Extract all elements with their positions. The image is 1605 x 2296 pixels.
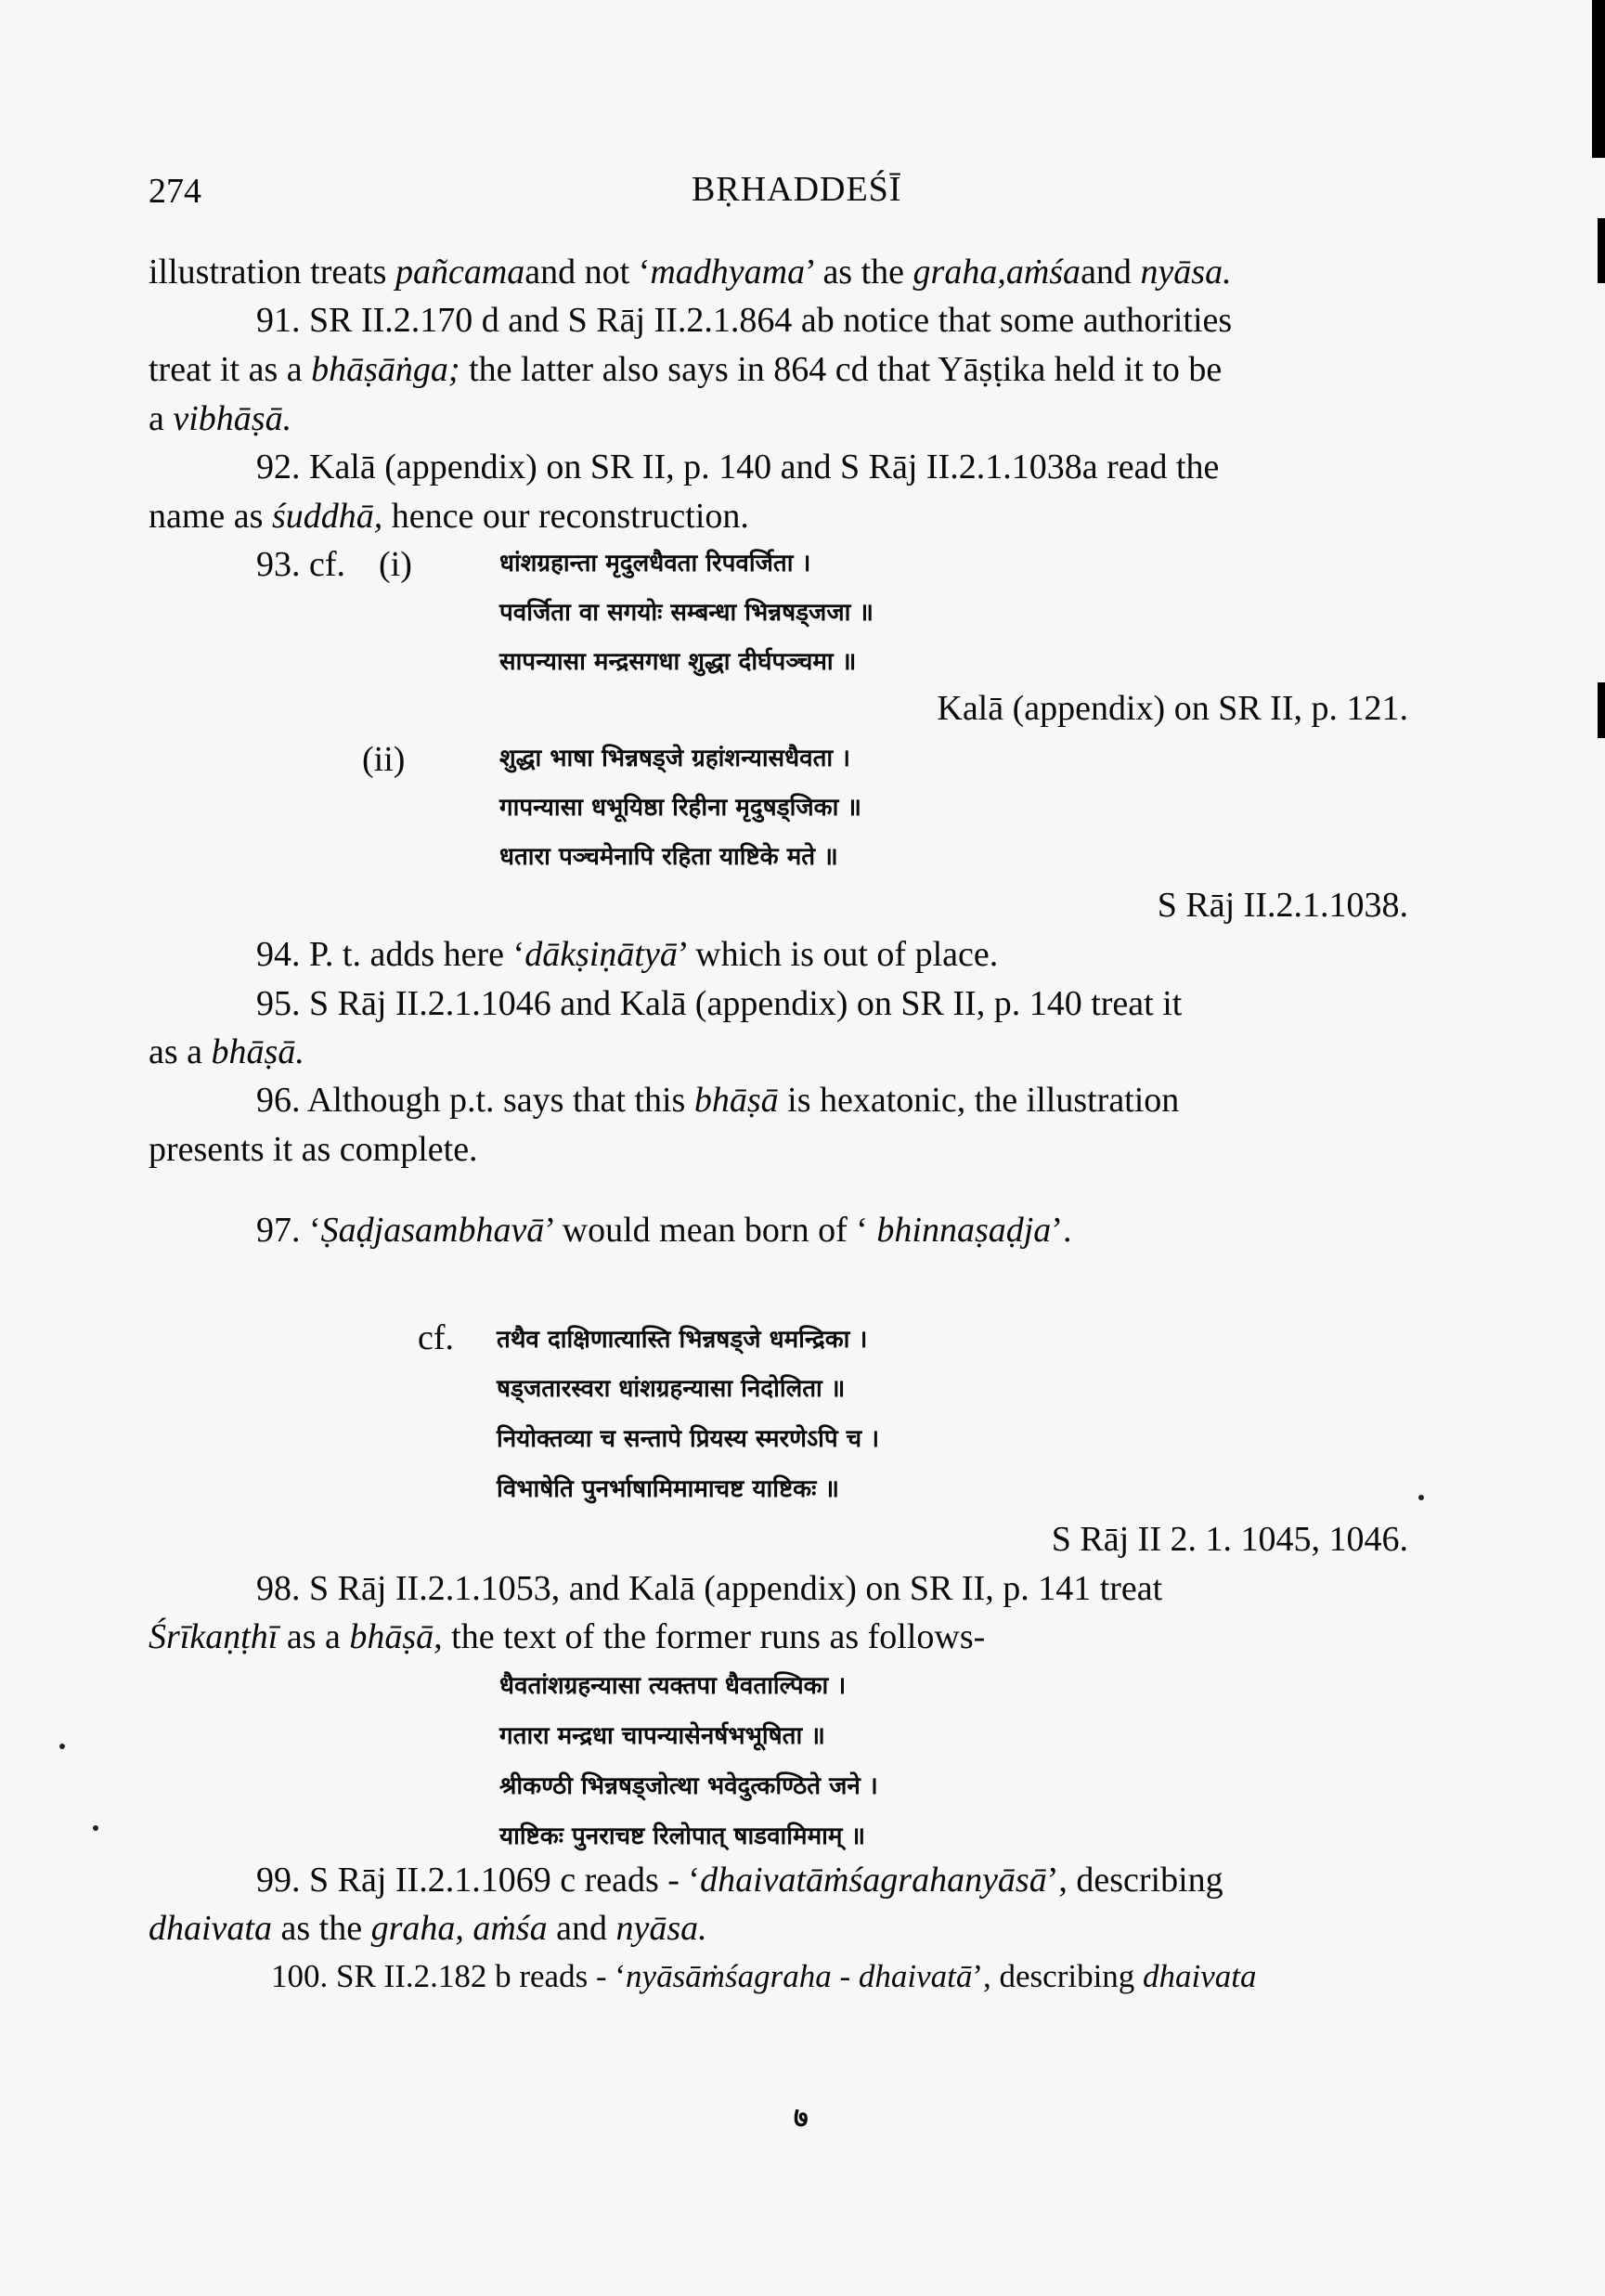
note-95-line-1: 95. S Rāj II.2.1.1046 and Kalā (appendix) on SR II, p. 140 treat it bbox=[256, 984, 1183, 1023]
note-93-sub-i-label: (i) bbox=[379, 545, 412, 584]
note-96-line-2: presents it as complete. bbox=[149, 1130, 478, 1169]
scan-speck bbox=[1418, 1495, 1424, 1500]
scan-speck bbox=[59, 1744, 65, 1749]
sanskrit-verse: धतारा पञ्चमेनापि रहिता याष्टिके मते ॥ bbox=[499, 843, 838, 871]
page-number: 274 bbox=[149, 172, 201, 211]
note-93-sub-ii-label: (ii) bbox=[362, 740, 406, 779]
note-93-label: 93. cf. bbox=[256, 545, 346, 584]
scan-edge-tick bbox=[1598, 218, 1605, 283]
note-97-line-1: 97. ‘Ṣaḍjasambhavā’ would mean born of ‘ bhinnaṣaḍja’. bbox=[256, 1211, 1072, 1250]
note-92-line-2: name as śuddhā, hence our reconstruction. bbox=[149, 497, 749, 536]
scan-edge-shadow bbox=[1592, 0, 1605, 158]
running-title: BṚHADDEŚĪ bbox=[692, 170, 902, 209]
sanskrit-verse: विभाषेति पुनर्भाषामिमामाचष्ट याष्टिकः ॥ bbox=[497, 1475, 839, 1503]
note-93-sub-i-source: Kalā (appendix) on SR II, p. 121. bbox=[937, 689, 1408, 728]
sanskrit-verse: शुद्धा भाषा भिन्नषड्जे ग्रहांशन्यासधैवता । bbox=[499, 745, 851, 772]
sanskrit-verse: तथैव दाक्षिणात्यास्ति भिन्नषड्जे धमन्द्रिका । bbox=[497, 1326, 868, 1354]
note-99-line-1: 99. S Rāj II.2.1.1069 c reads - ‘dhaivatāṁśagrahanyāsā’, describing bbox=[256, 1861, 1223, 1900]
scan-speck bbox=[93, 1825, 98, 1831]
note-99-line-2: dhaivata as the graha, aṁśa and nyāsa. bbox=[149, 1909, 707, 1948]
sanskrit-verse: गापन्यासा धभूयिष्ठा रिहीना मृदुषड्जिका ॥ bbox=[499, 794, 861, 822]
sanskrit-verse: धांशग्रहान्ता मृदुलधैवता रिपवर्जिता । bbox=[499, 550, 811, 577]
note-92-line-1: 92. Kalā (appendix) on SR II, p. 140 and S Rāj II.2.1.1038a read the bbox=[256, 448, 1220, 486]
sanskrit-verse: याष्टिकः पुनराचष्ट रिलोपात् षाडवामिमाम् ॥ bbox=[499, 1823, 866, 1850]
note-91-line-3: a vibhāṣā. bbox=[149, 399, 292, 438]
sanskrit-verse: श्रीकण्ठी भिन्नषड्जोत्था भवेदुत्कण्ठिते जने । bbox=[499, 1772, 878, 1800]
note-91-line-1: 91. SR II.2.170 d and S Rāj II.2.1.864 ab notice that some authorities bbox=[256, 301, 1233, 340]
paragraph-continuation: illustration treats pañcamaand not ‘madhyama’ as the graha,aṁśaand nyāsa. bbox=[149, 253, 1232, 292]
note-93-sub-ii-source: S Rāj II.2.1.1038. bbox=[1157, 886, 1408, 925]
sanskrit-verse: गतारा मन्द्रधा चापन्यासेनर्षभभूषिता ॥ bbox=[499, 1722, 825, 1750]
note-97-source: S Rāj II 2. 1. 1045, 1046. bbox=[1051, 1520, 1408, 1559]
sanskrit-verse: धैवतांशग्रहन्यासा त्यक्तपा धैवताल्पिका । bbox=[499, 1672, 847, 1700]
note-100: 100. SR II.2.182 b reads - ‘nyāsāṁśagraha - dhaivatā’, describing dhaivata bbox=[271, 1958, 1257, 1994]
sanskrit-verse: सापन्यासा मन्द्रसगधा शुद्धा दीर्घपञ्चमा ॥ bbox=[499, 648, 857, 676]
note-98-line-1: 98. S Rāj II.2.1.1053, and Kalā (appendix) on SR II, p. 141 treat bbox=[256, 1569, 1163, 1608]
note-96-line-1: 96. Although p.t. says that this bhāṣā is hexatonic, the illustration bbox=[256, 1081, 1180, 1120]
signature-mark: ७ bbox=[794, 2102, 809, 2134]
note-94: 94. P. t. adds here ‘dākṣiṇātyā’ which is out of place. bbox=[256, 935, 999, 974]
sanskrit-verse: षड्जतारस्वरा धांशग्रहन्यासा निदोलिता ॥ bbox=[497, 1375, 846, 1403]
sanskrit-verse: नियोक्तव्या च सन्तापे प्रियस्य स्मरणेऽपि च । bbox=[497, 1425, 880, 1453]
note-97-cf-label: cf. bbox=[418, 1318, 455, 1357]
note-98-line-2: Śrīkaṇṭhī as a bhāṣā, the text of the former runs as follows- bbox=[149, 1617, 986, 1656]
scan-edge-tick bbox=[1598, 682, 1605, 738]
note-91-line-2: treat it as a bhāṣāṅga; the latter also says in 864 cd that Yāṣṭika held it to be bbox=[149, 350, 1223, 389]
sanskrit-verse: पवर्जिता वा सगयोः सम्बन्धा भिन्नषड्जजा ॥ bbox=[499, 599, 874, 627]
note-95-line-2: as a bhāṣā. bbox=[149, 1032, 304, 1071]
